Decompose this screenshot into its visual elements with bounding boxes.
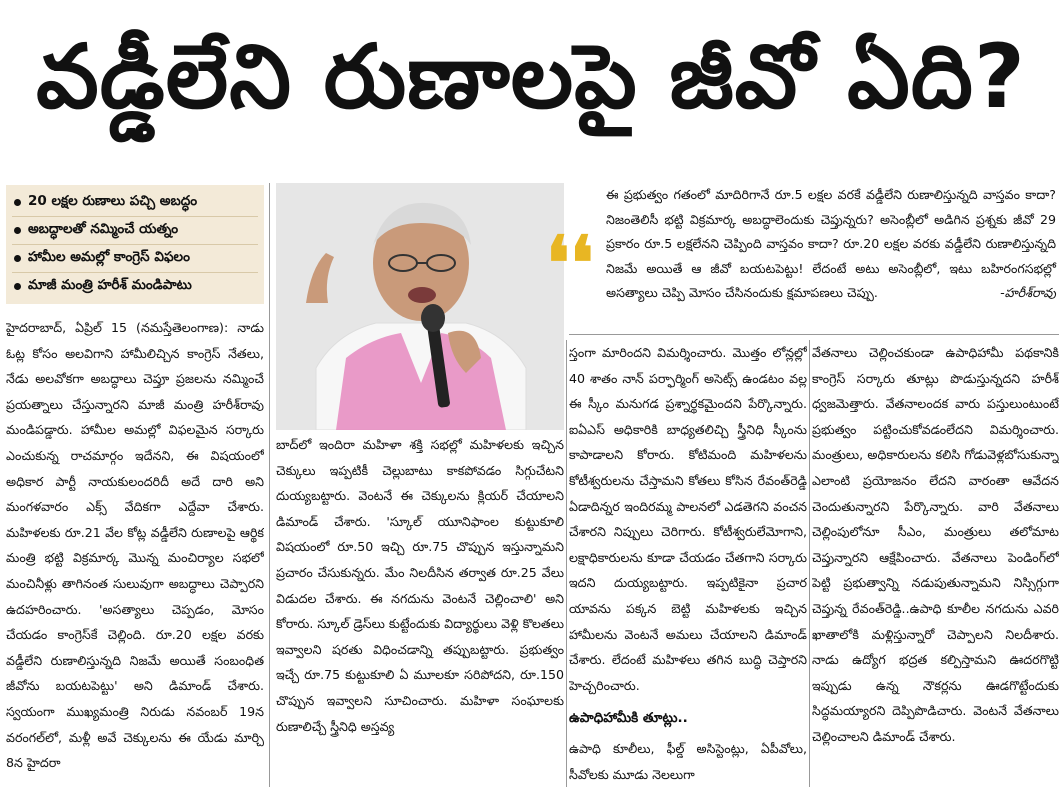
speaker-photo (276, 183, 564, 430)
article-text: హైదరాబాద్, ఏప్రిల్ 15 (నమస్తేతెలంగాణ): నాడు ఓట్ల కోసం అలవిగాని హామీలిచ్చిన కాంగ్రెస్ నేతలు, నేడు అలవోకగా అబద్ధాలు చెప్తూ ప్రజలను నమ్మించే ప్రయత్నాలు చేస్తున్నారని మాజీ మంత్రి హరీశ్‌రావు మండిపడ్డారు. హామీల అమల్లో విఫలమైన సర్కారు ఎంచుకున్న రాచమార్గం ఇదేనని, ఈ విషయంలో అధికార పార్టీ నాయకులందరిదీ అదే దారి అని మంగళవారం ఎక్స్ వేదికగా ఎద్దేవా చేశారు. మహిళలకు రూ.21 వేల కోట్ల వడ్డీలేని రుణాలపై ఆర్థిక మంత్రి భట్టి విక్రమార్క మొన్న మంచిర్యాల సభలో మంచినీళ్లు తాగినంత సులువుగా అబద్ధాలు చెప్పారని ఉదహరించారు. 'అసత్యాలు చెప్పడం, మోసం చేయడం కాంగ్రెస్‌కే చెల్లింది. రూ.20 లక్షల వరకు వడ్డీలేని రుణాలిస్తున్నది నిజమే అయితే సంబంధిత జీవోను బయటపెట్టు' అని డిమాండ్ చేశారు. స్వయంగా ముఖ్యమంత్రి నిరుడు నవంబర్ 19న వరంగల్‌లో, మళ్లీ అవే చెక్కులను ఈ యేడు మార్చి 8న హైదరా (6, 320, 264, 771)
quote-icon: ❛❛ (546, 221, 594, 307)
highlight-item (12, 245, 258, 273)
headline: వడ్డీలేని రుణాలపై జీవో ఏది? (36, 25, 1026, 128)
subheading: ఉపాధిహామీకి తూట్లు.. (569, 710, 688, 727)
bullet-icon (14, 255, 21, 262)
highlight-text: అబద్ధాలతో నమ్మించే యత్నం (28, 221, 179, 237)
article-column-3 (569, 340, 807, 790)
highlight-text: మాజీ మంత్రి హరీశ్ మండిపాటు (28, 277, 192, 293)
article-text: వేతనాలు చెల్లించకుండా ఉపాధిహామీ పథకానికి కాంగ్రెస్ సర్కారు తూట్లు పొడుస్తున్నదని హరీశ్ ధ్వజమెత్తారు. వేతనాలందక వారు పస్తులుంటుంటే ప్రభుత్వం పట్టించుకోవడంలేదని విమర్శించారు. మంత్రులు, అధికారులను కలిసి గోడువెళ్లబోసుకున్నా ఎలాంటి ప్రయోజనం లేదని వారంతా ఆవేదన చెందుతున్నారని పేర్కొన్నారు. వారి వేతనాలు చెల్లింపులోనూ సీఎం, మంత్రులు తలోమాట చెప్తున్నారని ఆక్షేపించారు. వేతనాలు పెండింగ్‌లో పెట్టి ప్రభుత్వాన్ని నడుపుతున్నామని నిస్సిగ్గుగా చెప్తున్న రేవంత్‌రెడ్డి..ఉపాధి కూలీల నగదును ఎవరి ఖాతాలోకి మళ్లిస్తున్నారో చెప్పాలని నిలదీశారు. నాడు ఉద్యోగ భద్రత కల్పిస్తామని ఊదరగొట్టి ఇప్పుడు ఉన్న నౌకర్లను ఊడగొట్టేందుకు సిద్ధమయ్యారని దెప్పిపొడిచారు. వెంటనే వేతనాలు చెల్లించాలని డిమాండ్ చేశారు. (812, 345, 1059, 744)
highlight-text: హామీల అమల్లో కాంగ్రెస్ విఫలం (28, 249, 190, 265)
article-column-2 (276, 432, 564, 787)
article-column-1 (6, 315, 264, 785)
article-column-4 (812, 340, 1059, 790)
highlights-box (6, 185, 264, 304)
quote-body: ఈ ప్రభుత్వం గతంలో మాదిరిగానే రూ.5 లక్షల వరకే వడ్డీలేని రుణాలిస్తున్నది వాస్తవం కాదా? నిజంతెలిసీ భట్టి విక్రమార్క అబద్ధాలెందుకు చెప్తున్నరు? అసెంబ్లీలో అడిగిన ప్రశ్నకు జీవో 29 ప్రకారం రూ.5 లక్షలేనని చెప్పింది వాస్తవం కాదా? రూ.20 లక్షల వరకు వడ్డీలేని రుణాలిస్తున్నది నిజమే అయితే ఆ జీవో బయటపెట్టు! లేదంటే అటు అసెంబ్లీలో, ఇటు బహిరంగసభల్లో అసత్యాలు చెప్పి మోసం చేసినందుకు క్షమాపణలు చెప్పు. (606, 187, 1056, 301)
highlight-item (12, 189, 258, 217)
article-text: ఉపాధి కూలీలు, ఫీల్డ్ అసిస్టెంట్లు, ఏపీవోలు, సీవోలకు మూడు నెలలుగా (569, 740, 807, 782)
bullet-icon (14, 283, 21, 290)
highlight-item (12, 273, 258, 300)
highlight-text: 20 లక్షల రుణాలు పచ్చి అబద్ధం (28, 193, 198, 209)
column-divider (269, 183, 270, 787)
pull-quote (540, 183, 1059, 328)
quote-text (606, 183, 1056, 306)
quote-attribution: -హరీశ్‌రావు (1000, 285, 1056, 301)
highlight-item (12, 217, 258, 245)
bullet-icon (14, 227, 21, 234)
column-divider (809, 340, 810, 787)
article-text: స్తంగా మారిందని విమర్శించారు. మొత్తం లోన్లల్లో 40 శాతం నాన్ పర్ఫార్మింగ్ అసెట్స్ ఉండటం వల్ల ఈ స్కీం మనుగడ ప్రశ్నార్థకమైందని పేర్కొన్నారు. ఐఏఎస్ అధికారికి బాధ్యతలిచ్చి స్త్రీనిధి స్కీంను కాపాడాలని కోరారు. కోటిమంది మహిళలను కోటీశ్వరులను చేస్తామని కోతలు కోసిన రేవంత్‌రెడ్డి ఏడాదిన్నర ఇందిరమ్మ పాలనలో ఎడతెగని వంచన చేశారని నిప్పులు చెరిగారు. కోటీశ్వరులేమోగాని, లక్షాధికారులను కూడా చేయడం చేతగాని సర్కారు ఇదని దుయ్యబట్టారు. ఇప్పటికైనా ప్రచార యావను పక్కన బెట్టి మహిళలకు ఇచ్చిన హామీలను వెంటనే అమలు చేయాలని డిమాండ్ చేశారు. లేదంటే మహిళలు తగిన బుద్ధి చెప్తారని హెచ్చరించారు. (569, 345, 807, 693)
article-text: బాద్‌లో ఇందిరా మహిళా శక్తి సభల్లో మహిళలకు ఇచ్చిన చెక్కులు ఇప్పటికీ చెల్లుబాటు కాకపోవడం సిగ్గుచేటని దుయ్యబట్టారు. వెంటనే ఈ చెక్కులను క్లియర్ చేయాలని డిమాండ్ చేశారు. 'స్కూల్ యూనిఫాంల కుట్టుకూలి విషయంలో రూ.50 ఇచ్చి రూ.75 చొప్పున ఇస్తున్నామని ప్రచారం చేసుకున్నరు. మేం నిలదీసిన తర్వాత రూ.25 వేలు విడుదల చేశారు. ఈ నగదును వెంటనే చెల్లించాలి' అని కోరారు. స్కూల్ డ్రెస్‌లు కుట్టేందుకు విద్యార్థులు వెళ్లి కొలతలు ఇవ్వాలని షరతు విధించడాన్ని తప్పుబట్టారు. ప్రభుత్వం ఇచ్చే రూ.75 కుట్టుకూలి ఏ మూలకూ సరిపోదని, రూ.150 చొప్పున ఇవ్వాలని సూచించారు. మహిళా సంఘాలకు రుణాలిచ్చే స్త్రీనిధి అస్తవ్య (276, 437, 564, 734)
bullet-icon (14, 199, 21, 206)
speaker-photo-illustration (276, 183, 564, 430)
divider (569, 334, 1059, 335)
column-divider (566, 340, 567, 787)
